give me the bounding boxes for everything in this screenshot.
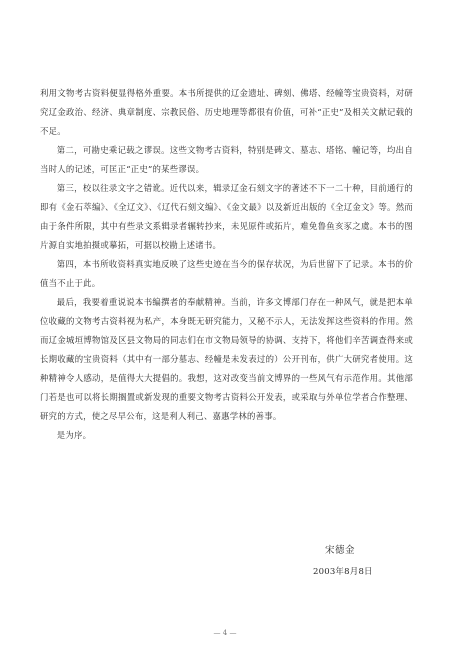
signature-date: 2003年8月8日: [313, 567, 373, 577]
preface-body: [40, 84, 413, 445]
page-number: — 4 —: [213, 629, 237, 637]
author-signature: 宋德金: [325, 545, 356, 556]
paragraph-4: 第四，本书所收资料真实地反映了这些史迹在当今的保存状况，为后世留下了记录。本书的价值当不止于此。: [40, 259, 413, 288]
paragraph-1: 利用文物考古资料便显得格外重要。本书所提供的辽金遗址、碑刻、佛塔、经幢等宝贵资料，对研究辽金政治、经济、典章制度、宗教民俗、历史地理等都很有价值，可补“正史”及相关文献记载的不足。: [40, 88, 413, 136]
paragraph-2: 第二，可勘史乘记载之谬误。这些文物考古资料，特别是碑文、墓志、塔铭、幢记等，均出自当时人的记述，可匡正“正史”的某些谬误。: [40, 145, 413, 174]
paragraph-3: 第三，校以往录文字之错讹。近代以来，辑录辽金石刻文字的著述不下一二十种，目前通行的即有《金石萃编》、《全辽文》、《辽代石刻文编》、《金文最》以及新近出版的《全辽金文》等。然而由于条件所限，其中有些录文系辑录者辗转抄来，未见原件或拓片，难免鲁鱼亥豕之虞。本书的图片源自实地拍摄或摹拓，可据以校勘上述诸书。: [40, 183, 413, 250]
paragraph-6: 是为序。: [56, 430, 92, 440]
paragraph-5: 最后，我要着重说说本书编撰者的奉献精神。当前，许多文博部门存在一种风气，就是把本单位收藏的文物考古资料视为私产，本身既无研究能力，又秘不示人，无法发挥这些资料的作用。然而辽金城垣博物馆及区县文物局的同志们在市文物局领导的协调、支持下，将他们辛苦调查得来或长期收藏的宝贵资料（其中有一部分墓志、经幢是未发表过的）公开刊布，供广大研究者使用。这种精神令人感动，是值得大大提倡的。我想，这对改变当前文博界的一些风气有示范作用。其他部门若是也可以将长期搁置或新发现的重要文物考古资料公开发表，或采取与外单位学者合作整理、研究的方式，使之尽早公布，这是利人利己、嘉惠学林的善事。: [40, 297, 413, 421]
